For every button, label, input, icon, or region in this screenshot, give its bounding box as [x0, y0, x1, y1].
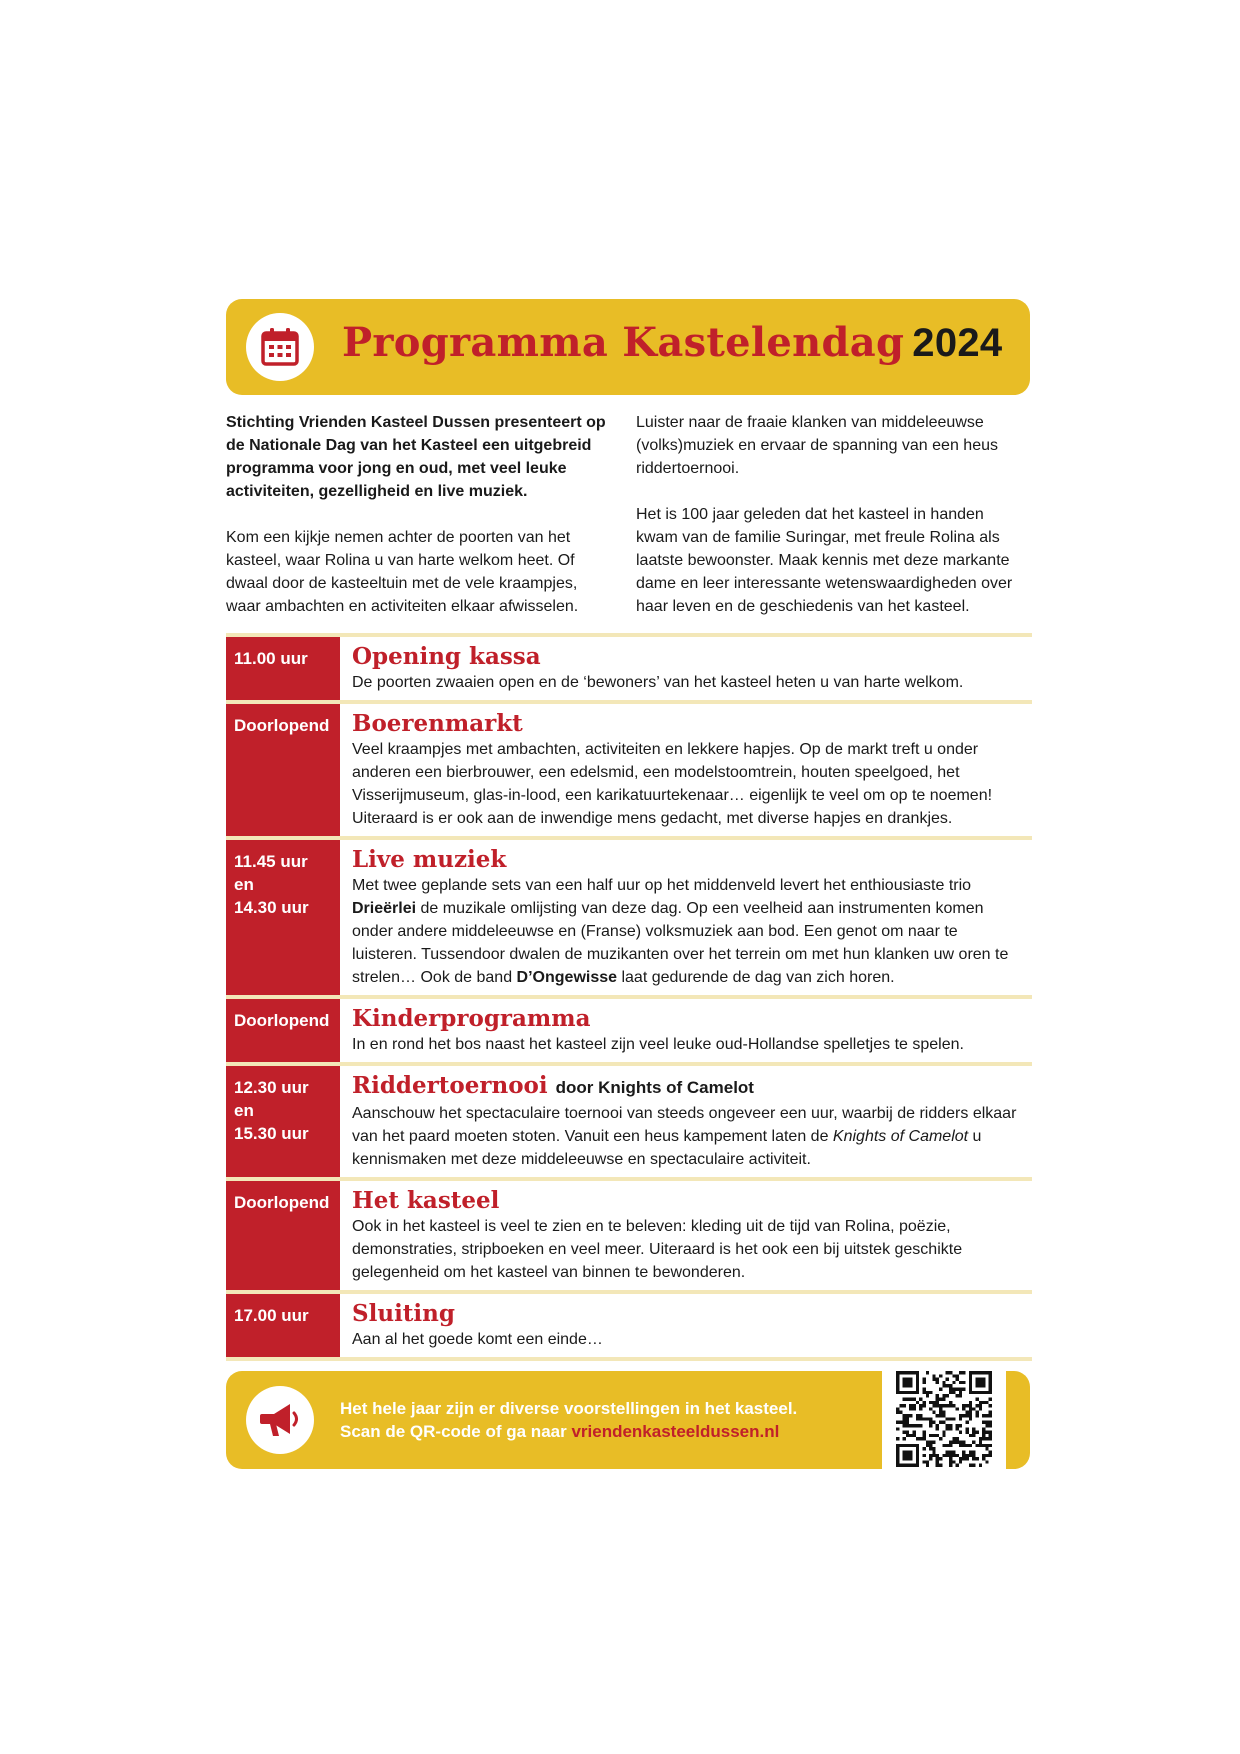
schedule-title: [352, 1300, 1024, 1328]
description-text: Aan al het goede komt een einde…: [352, 1331, 603, 1348]
schedule-row: [226, 836, 1032, 995]
intro-paragraph: Luister naar de fraaie klanken van middeleeuwse (volks)muziek en ervaar de spanning van een heus riddertoernooi.: [636, 414, 998, 477]
description-text: Aanschouw het spectaculaire toernooi van steeds ongeveer een uur, waarbij de ridders elkaar van het paard moeten stoten. Vanuit een heus kampement laten de: [352, 1105, 1017, 1145]
schedule-time-line: 14.30 uur: [234, 898, 309, 917]
intro-paragraph: Kom een kijkje nemen achter de poorten van het kasteel, waar Rolina u van harte welkom heet. Of dwaal door de kasteeltuin met de vele kraampjes, waar ambachten en activiteiten elkaar afwisselen.: [226, 529, 579, 615]
highlighted-name: D’Ongewisse: [516, 969, 618, 986]
schedule-title: [352, 643, 1024, 671]
schedule-time-line: 17.00 uur: [234, 1306, 309, 1325]
description-text: u kennismaken met deze middeleeuwse en spectaculaire activiteit.: [352, 1128, 982, 1168]
schedule-description: [352, 1033, 1024, 1056]
schedule-time-line: 11.45 uur: [234, 852, 308, 871]
schedule-subtitle: door Knights of Camelot: [555, 1078, 754, 1097]
schedule-time: [226, 999, 340, 1062]
schedule-title: [352, 1072, 1024, 1102]
intro-lead: Stichting Vrienden Kasteel Dussen presenteert op de Nationale Dag van het Kasteel een uitgebreid programma voor jong en oud, met veel leuke activiteiten, gezelligheid en live muziek.: [226, 414, 606, 500]
schedule-content: [340, 1294, 1032, 1357]
schedule-time-line: 11.00 uur: [234, 649, 308, 668]
megaphone-icon: [258, 1400, 302, 1440]
header-banner: [226, 299, 1030, 395]
schedule-description: [352, 738, 1024, 830]
schedule-row: [226, 1177, 1032, 1290]
schedule-title-text: Kinderprogramma: [352, 1005, 591, 1032]
qr-code: [882, 1371, 1006, 1469]
schedule-title: [352, 846, 1024, 874]
schedule-time: [226, 1294, 340, 1357]
schedule-title: [352, 1005, 1024, 1033]
description-text: Met twee geplande sets van een half uur op het middenveld levert het enthiousiaste trio: [352, 877, 972, 894]
schedule-time: [226, 840, 340, 995]
schedule-content: [340, 840, 1032, 995]
schedule-title-text: Sluiting: [352, 1300, 455, 1327]
schedule-content: [340, 1066, 1032, 1177]
footer-line-1: Het hele jaar zijn er diverse voorstellingen in het kasteel.: [340, 1399, 798, 1418]
footer-message: [340, 1397, 797, 1443]
intro-right-column: [636, 411, 1030, 641]
schedule-description: [352, 1102, 1024, 1171]
intro-left-column: [226, 411, 606, 641]
megaphone-badge: [246, 1386, 314, 1454]
schedule-description: [352, 1215, 1024, 1284]
schedule-description: [352, 1328, 1024, 1351]
schedule-time: [226, 704, 340, 836]
description-text: De poorten zwaaien open en de ‘bewoners’ van het kasteel heten u van harte welkom.: [352, 674, 964, 691]
schedule-time-line: en: [234, 875, 254, 894]
website-link[interactable]: vriendenkasteeldussen.nl: [571, 1422, 780, 1441]
schedule-content: [340, 704, 1032, 836]
flyer: [226, 299, 1030, 1469]
description-text: In en rond het bos naast het kasteel zijn veel leuke oud-Hollandse spelletjes te spelen.: [352, 1036, 964, 1053]
description-text: de muzikale omlijsting van deze dag. Op een veelheid aan instrumenten komen onder andere middeleeuwse en (Franse) volksmuziek aan bod. Een genot om naar te luisteren. Tussendoor dwalen de muzikanten over het terrein om met hun klanken uw oren te strelen… Ook de band: [352, 900, 1009, 986]
page-title-year: 2024: [912, 321, 1003, 365]
schedule-title-text: Het kasteel: [352, 1187, 500, 1214]
schedule-time-line: Doorlopend: [234, 1193, 330, 1212]
schedule-time-line: en: [234, 1101, 254, 1120]
intro-paragraph: Het is 100 jaar geleden dat het kasteel in handen kwam van de familie Suringar, met freule Rolina als laatste bewoonster. Maak kennis met deze markante dame en leer interessante wetenswaardigheden over haar leven en de geschiedenis van het kasteel.: [636, 506, 1013, 615]
footer-banner: [226, 1371, 1030, 1469]
schedule-title: [352, 1187, 1024, 1215]
page-title-text: Programma Kastelendag: [342, 319, 905, 366]
schedule-content: [340, 637, 1032, 700]
calendar-badge: [246, 313, 314, 381]
schedule-row: [226, 995, 1032, 1062]
schedule-time-line: 15.30 uur: [234, 1124, 309, 1143]
qr-code-icon: [896, 1371, 992, 1467]
schedule-description: [352, 671, 1024, 694]
schedule-content: [340, 999, 1032, 1062]
schedule-table: [226, 633, 1032, 1361]
schedule-row: [226, 700, 1032, 836]
schedule-title-text: Boerenmarkt: [352, 710, 523, 737]
page-title: [342, 319, 1002, 366]
description-text: Ook in het kasteel is veel te zien en te beleven: kleding uit de tijd van Rolina, poëzie, demonstraties, stripboeken en veel meer. Uiteraard is het ook een bij uitstek geschikte gelegenheid om het kasteel van binnen te bewonderen.: [352, 1218, 963, 1281]
schedule-divider: [226, 1357, 1032, 1361]
calendar-icon: [260, 327, 300, 367]
schedule-time: [226, 1181, 340, 1290]
description-text: Veel kraampjes met ambachten, activiteiten en lekkere hapjes. Op de markt treft u onder anderen een bierbrouwer, een edelsmid, een modelstoomtrein, houten speelgoed, het Visserijmuseum, glas-in-lood, een karikatuurtekenaar… eigenlijk te veel om op te noemen! Uiteraard is er ook aan de inwendige mens gedacht, met diverse hapjes en drankjes.: [352, 741, 993, 827]
intro-section: [226, 411, 1030, 633]
schedule-title-text: Live muziek: [352, 846, 507, 873]
description-text: laat gedurende de dag van zich horen.: [617, 969, 895, 986]
schedule-row: [226, 633, 1032, 700]
schedule-description: [352, 874, 1024, 989]
schedule-title-text: Riddertoernooi: [352, 1072, 548, 1099]
schedule-content: [340, 1181, 1032, 1290]
schedule-time: [226, 1066, 340, 1177]
schedule-time: [226, 637, 340, 700]
footer-line-2: [340, 1420, 797, 1443]
schedule-title-text: Opening kassa: [352, 643, 541, 670]
schedule-time-line: 12.30 uur: [234, 1078, 309, 1097]
schedule-title: [352, 710, 1024, 738]
footer-line-2-text: Scan de QR-code of ga naar: [340, 1422, 572, 1441]
highlighted-name: Drieërlei: [352, 900, 417, 917]
emphasized-name: Knights of Camelot: [832, 1128, 969, 1145]
schedule-time-line: Doorlopend: [234, 716, 330, 735]
schedule-time-line: Doorlopend: [234, 1011, 330, 1030]
schedule-row: [226, 1062, 1032, 1177]
schedule-row: [226, 1290, 1032, 1357]
